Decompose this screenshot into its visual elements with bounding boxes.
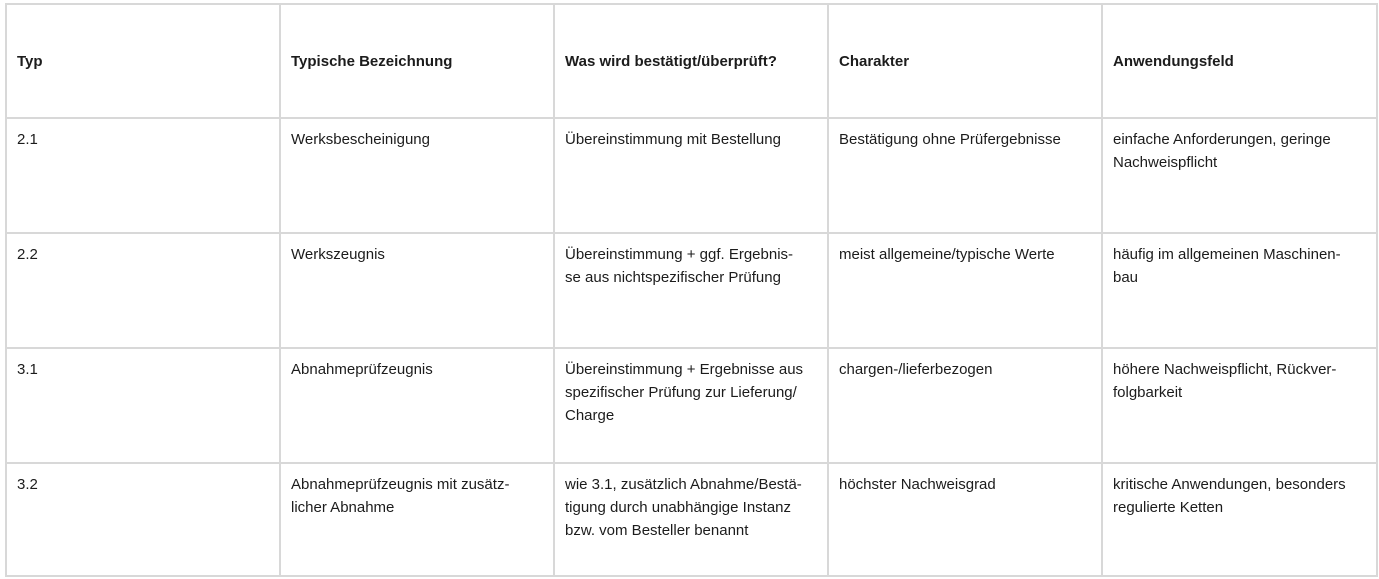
- cell-typ: 2.2: [6, 233, 280, 348]
- cell-typ: 3.1: [6, 348, 280, 463]
- cell-geprueft: Übereinstimmung mit Bestellung: [554, 118, 828, 233]
- table-row: [6, 118, 1377, 233]
- table-row: [6, 233, 1377, 348]
- table-header-row: [6, 4, 1377, 118]
- cell-geprueft: wie 3.1, zusätzlich Abnahme/Bestä- tigung durch unabhängige Instanz bzw. vom Besteller benannt: [554, 463, 828, 576]
- cell-typ: 2.1: [6, 118, 280, 233]
- cell-typ: 3.2: [6, 463, 280, 576]
- cell-bezeichnung: Abnahmeprüfzeugnis: [280, 348, 554, 463]
- table-row: [6, 463, 1377, 576]
- header-geprueft: Was wird bestätigt/überprüft?: [554, 4, 828, 118]
- cell-bezeichnung: Werkszeugnis: [280, 233, 554, 348]
- cell-anwendungsfeld: einfache Anforderungen, geringe Nachweispflicht: [1102, 118, 1377, 233]
- cell-geprueft: Übereinstimmung + Ergebnisse aus spezifischer Prüfung zur Lieferung/ Charge: [554, 348, 828, 463]
- header-typ: Typ: [6, 4, 280, 118]
- cell-geprueft: Übereinstimmung + ggf. Ergebnis- se aus nichtspezifischer Prüfung: [554, 233, 828, 348]
- cell-charakter: Bestätigung ohne Prüfergebnisse: [828, 118, 1102, 233]
- header-charakter: Charakter: [828, 4, 1102, 118]
- cell-bezeichnung: Abnahmeprüfzeugnis mit zusätz- licher Abnahme: [280, 463, 554, 576]
- cell-charakter: höchster Nachweisgrad: [828, 463, 1102, 576]
- cell-anwendungsfeld: höhere Nachweispflicht, Rückver- folgbarkeit: [1102, 348, 1377, 463]
- cell-charakter: meist allgemeine/typische Werte: [828, 233, 1102, 348]
- table-row: [6, 348, 1377, 463]
- cell-charakter: chargen-/lieferbezogen: [828, 348, 1102, 463]
- header-bezeichnung: Typische Bezeichnung: [280, 4, 554, 118]
- certificate-types-table: [5, 3, 1378, 577]
- cell-bezeichnung: Werksbescheinigung: [280, 118, 554, 233]
- cell-anwendungsfeld: häufig im allgemeinen Maschinen- bau: [1102, 233, 1377, 348]
- header-anwendungsfeld: Anwendungsfeld: [1102, 4, 1377, 118]
- cell-anwendungsfeld: kritische Anwendungen, besonders regulierte Ketten: [1102, 463, 1377, 576]
